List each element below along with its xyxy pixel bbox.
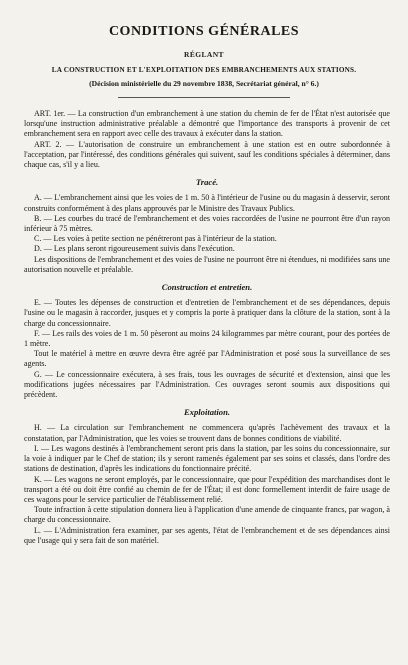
decision-reference: (Décision ministérielle du 29 novembre 1838, Secrétariat général, n° 6.)	[89, 79, 319, 88]
document-title: CONDITIONS GÉNÉRALES	[108, 24, 300, 39]
exploitation-paragraph-i: I. — Les wagons destinés à l'embranchement seront pris dans la station, par les soins du concessionnaire, sur la voie à indiquer par le Chef de station; ils y seront ramenés également par ses soins et classés, dans l'ordre des stations de destination, d'après les indications du fonctionnaire précité.	[24, 443, 390, 474]
construction-paragraph-materiel: Tout le matériel à mettre en œuvre devra être agréé par l'Administration et posé sous la surveillance de ses agents.	[24, 349, 390, 369]
trace-paragraph-d: D. — Les plans seront rigoureusement suivis dans l'exécution.	[34, 244, 235, 254]
exploitation-paragraph-amende: Toute infraction à cette stipulation donnera lieu à l'application d'une amende de cinquante francs, par wagon, à charge du concessionnaire.	[24, 505, 390, 525]
header-divider	[118, 97, 290, 98]
section-heading-trace: Tracé.	[195, 177, 219, 188]
section-heading-exploitation: Exploitation.	[183, 407, 231, 418]
exploitation-paragraph-k: K. — Les wagons ne seront employés, par le concessionnaire, que pour l'expédition des marchandises dont le transport a été ou doit être confié au chemin de fer de l'État; il est donc formellement interdit de faire usage de ces wagons pour le service particulier de l'établissement relié.	[24, 474, 390, 504]
construction-paragraph-f: F. — Les rails des voies de 1 m. 50 pèseront au moins 24 kilogrammes par mètre courant, pour des portées de 1 mètre.	[24, 328, 390, 349]
exploitation-paragraph-l: L. — L'Administration fera examiner, par ses agents, l'état de l'embranchement et de ses dépendances ainsi que l'usage qui y sera fait de son matériel.	[24, 525, 390, 545]
document-subtitle: LA CONSTRUCTION ET L'EXPLOITATION DES EMBRANCHEMENTS AUX STATIONS.	[51, 66, 357, 74]
trace-paragraph-a: A. — L'embranchement ainsi que les voies de 1 m. 50 à l'intérieur de l'usine ou du magasin à desservir, seront construits conformément à des plans approuvés par le Ministre des Travaux Publics.	[24, 193, 390, 213]
document-body	[24, 109, 390, 546]
section-heading-construction: Construction et entretien.	[161, 282, 253, 293]
construction-paragraph-g: G. — Le concessionnaire exécutera, à ses frais, tous les ouvrages de sécurité et d'extension, ainsi que les modifications jugées nécessaires par l'Administration. Ces ouvrages seront soumis aux dispositions qui précèdent.	[24, 369, 390, 400]
trace-paragraph-c: C. — Les voies à petite section ne pénétreront pas à l'intérieur de la station.	[34, 234, 277, 244]
article-1: ART. 1er. — La construction d'un embranchement à une station du chemin de fer de l'État n'est autorisée que lorsqu'une instruction administrative préalable a démontré que l'importance des transports à provenir de cet embranchement sera en rapport avec celle des travaux à exécuter dans la station.	[24, 109, 390, 139]
trace-paragraph-b: B. — Les courbes du tracé de l'embranchement et des voies raccordées de l'usine ne pourront être d'un rayon inférieur à 75 mètres.	[24, 213, 390, 234]
document-subheading: RÉGLANT	[184, 50, 224, 59]
construction-paragraph-e: E. — Toutes les dépenses de construction et d'entretien de l'embranchement et de ses dépendances, depuis l'usine ou le magasin à raccorder, jusques et y compris la porte à pratiquer dans la clôture de la station, sont à la charge du concessionnaire.	[24, 298, 390, 328]
exploitation-paragraph-h: H. — La circulation sur l'embranchement ne commencera qu'après l'achèvement des travaux et la constatation, par l'Administration, que les voies se trouvent dans de bonnes conditions de viabilité.	[24, 423, 390, 443]
article-2: ART. 2. — L'autorisation de construire un embranchement à une station est en outre subordonnée à l'acceptation, par l'intéressé, des conditions générales qui suivent, sauf les conditions spéciales à déterminer, dans chaque cas, s'il y a lieu.	[24, 139, 390, 170]
trace-paragraph-note: Les dispositions de l'embranchement et des voies de l'usine ne pourront être ni étendues, ni modifiées sans une autorisation nouvelle et préalable.	[24, 254, 390, 274]
